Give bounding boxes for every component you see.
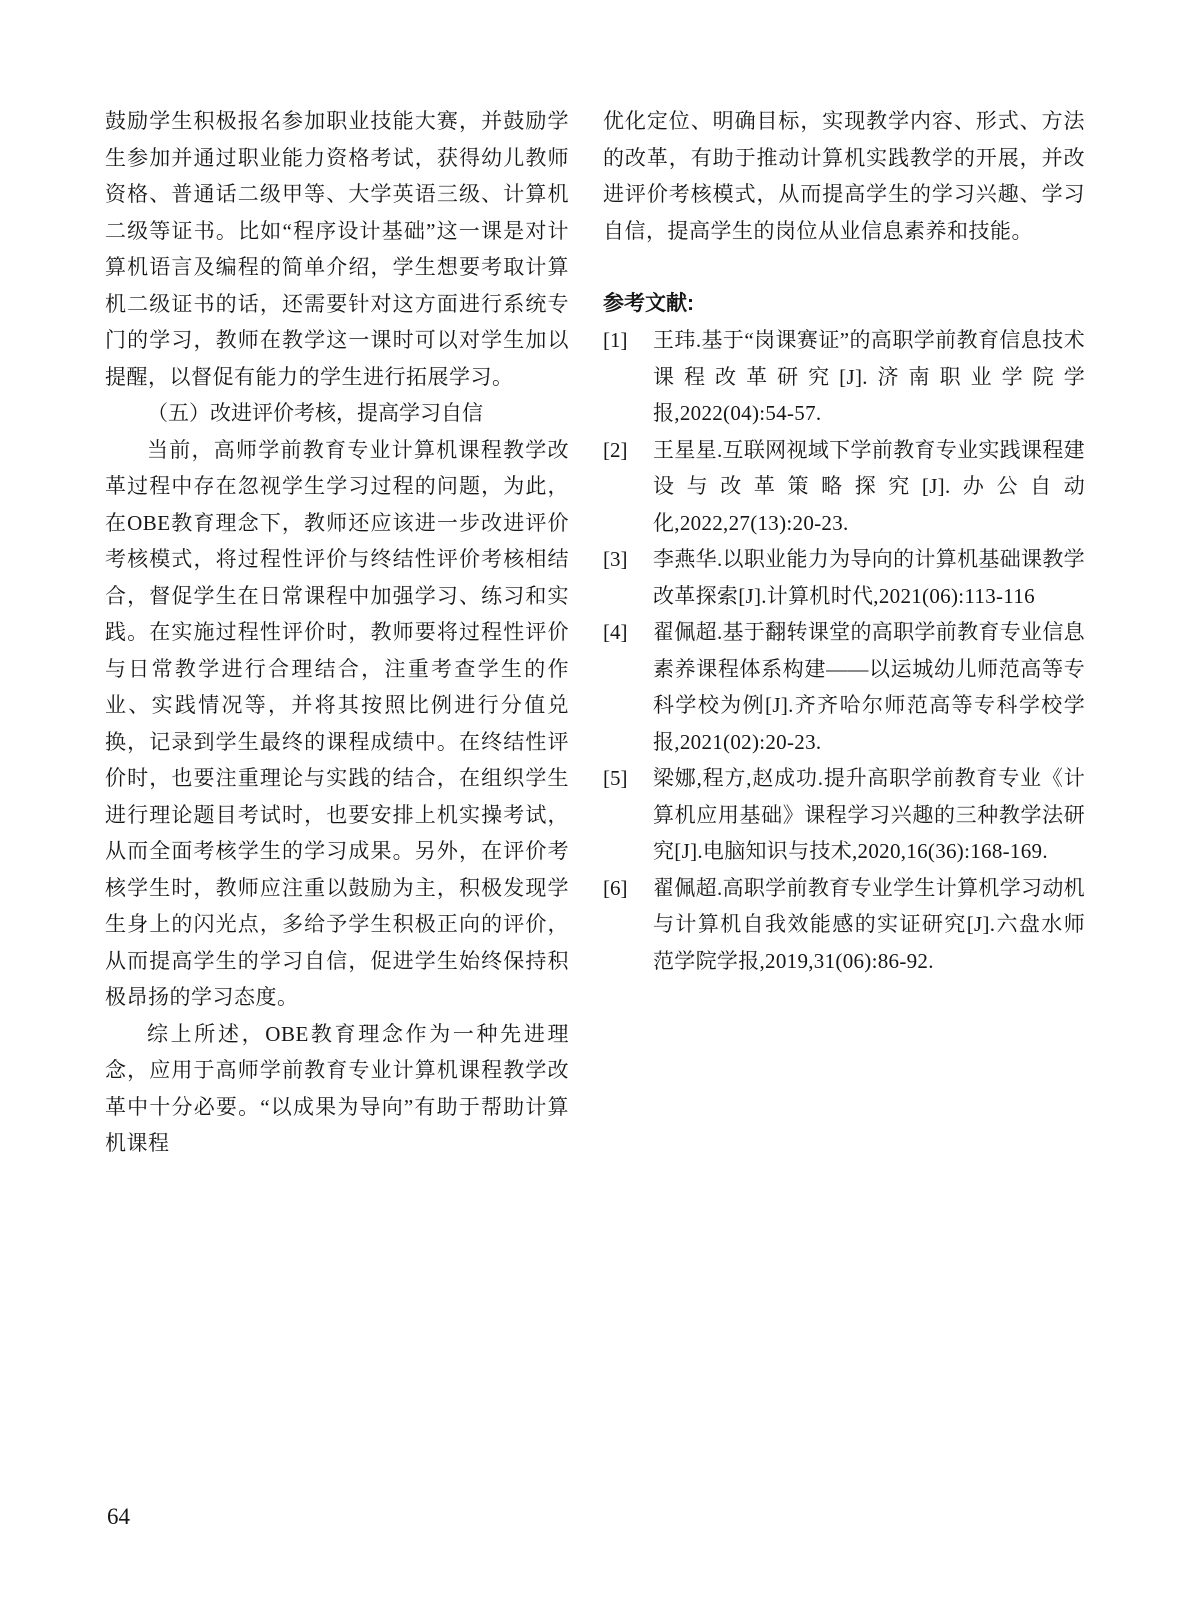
reference-entry: [603, 870, 1085, 980]
paragraph-continuation-left: 鼓励学生积极报名参加职业技能大赛，并鼓励学生参加并通过职业能力资格考试，获得幼儿教师资格、普通话二级甲等、大学英语三级、计算机二级等证书。比如“程序设计基础”这一课是对计算机语言及编程的简单介绍，学生想要考取计算机二级证书的话，还需要针对这方面进行系统专门的学习，教师在教学这一课时可以对学生加以提醒，以督促有能力的学生进行拓展学习。: [105, 109, 569, 389]
reference-entry: [603, 614, 1085, 760]
reference-entry: [603, 760, 1085, 870]
page-number: 64: [107, 1504, 130, 1529]
paragraph-continuation-right: 优化定位、明确目标，实现教学内容、形式、方法的改革，有助于推动计算机实践教学的开展，并改进评价考核模式，从而提高学生的学习兴趣、学习自信，提高学生的岗位从业信息素养和技能。: [603, 109, 1085, 243]
right-column: [603, 103, 1085, 1162]
reference-text: 王星星.互联网视域下学前教育专业实践课程建设与改革策略探究[J].办公自动化,2022,27(13):20-23.: [653, 437, 1085, 535]
reference-text: 翟佩超.高职学前教育专业学生计算机学习动机与计算机自我效能感的实证研究[J].六盘水师范学院学报,2019,31(06):86-92.: [653, 875, 1085, 973]
reference-number: [6]: [603, 875, 628, 900]
reference-text: 翟佩超.基于翻转课堂的高职学前教育专业信息素养课程体系构建——以运城幼儿师范高等专科学校为例[J].齐齐哈尔师范高等专科学校学报,2021(02):20-23.: [653, 620, 1085, 754]
paragraph-conclusion: 综上所述，OBE教育理念作为一种先进理念，应用于高师学前教育专业计算机课程教学改革中十分必要。“以成果为导向”有助于帮助计算机课程: [105, 1021, 569, 1155]
reference-text: 王玮.基于“岗课赛证”的高职学前教育信息技术课程改革研究[J].济南职业学院学报,2022(04):54-57.: [653, 328, 1085, 425]
paragraph-section5-body: 当前，高师学前教育专业计算机课程教学改革过程中存在忽视学生学习过程的问题，为此，在OBE教育理念下，教师还应该进一步改进评价考核模式，将过程性评价与终结性评价考核相结合，督促学生在日常课程中加强学习、练习和实践。在实施过程性评价时，教师要将过程性评价与日常教学进行合理结合，注重考查学生的作业、实践情况等，并将其按照比例进行分值兑换，记录到学生最终的课程成绩中。在终结性评价时，也要注重理论与实践的结合，在组织学生进行理论题目考试时，也要安排上机实操考试，从而全面考核学生的学习成果。另外，在评价考核学生时，教师应注重以鼓励为主，积极发现学生身上的闪光点，多给予学生积极正向的评价，从而提高学生的学习自信，促进学生始终保持积极昂扬的学习态度。: [105, 437, 569, 1009]
reference-entry: [603, 322, 1085, 432]
reference-number: [3]: [603, 547, 628, 571]
references-list: [603, 322, 1085, 979]
reference-entry: [603, 432, 1085, 542]
reference-number: [1]: [603, 328, 628, 352]
left-column: [105, 103, 569, 1162]
reference-number: [2]: [603, 437, 628, 462]
reference-number: [4]: [603, 620, 628, 644]
reference-text: 李燕华.以职业能力为导向的计算机基础课教学改革探索[J].计算机时代,2021(06):113-116: [653, 547, 1085, 608]
reference-number: [5]: [603, 766, 628, 790]
reference-text: 梁娜,程方,赵成功.提升高职学前教育专业《计算机应用基础》课程学习兴趣的三种教学法研究[J].电脑知识与技术,2020,16(36):168-169.: [653, 766, 1085, 863]
reference-entry: [603, 541, 1085, 614]
section-heading-5: （五）改进评价考核，提高学习自信: [147, 401, 483, 425]
references-heading: 参考文献:: [603, 291, 694, 315]
two-column-body: [105, 103, 1085, 1162]
